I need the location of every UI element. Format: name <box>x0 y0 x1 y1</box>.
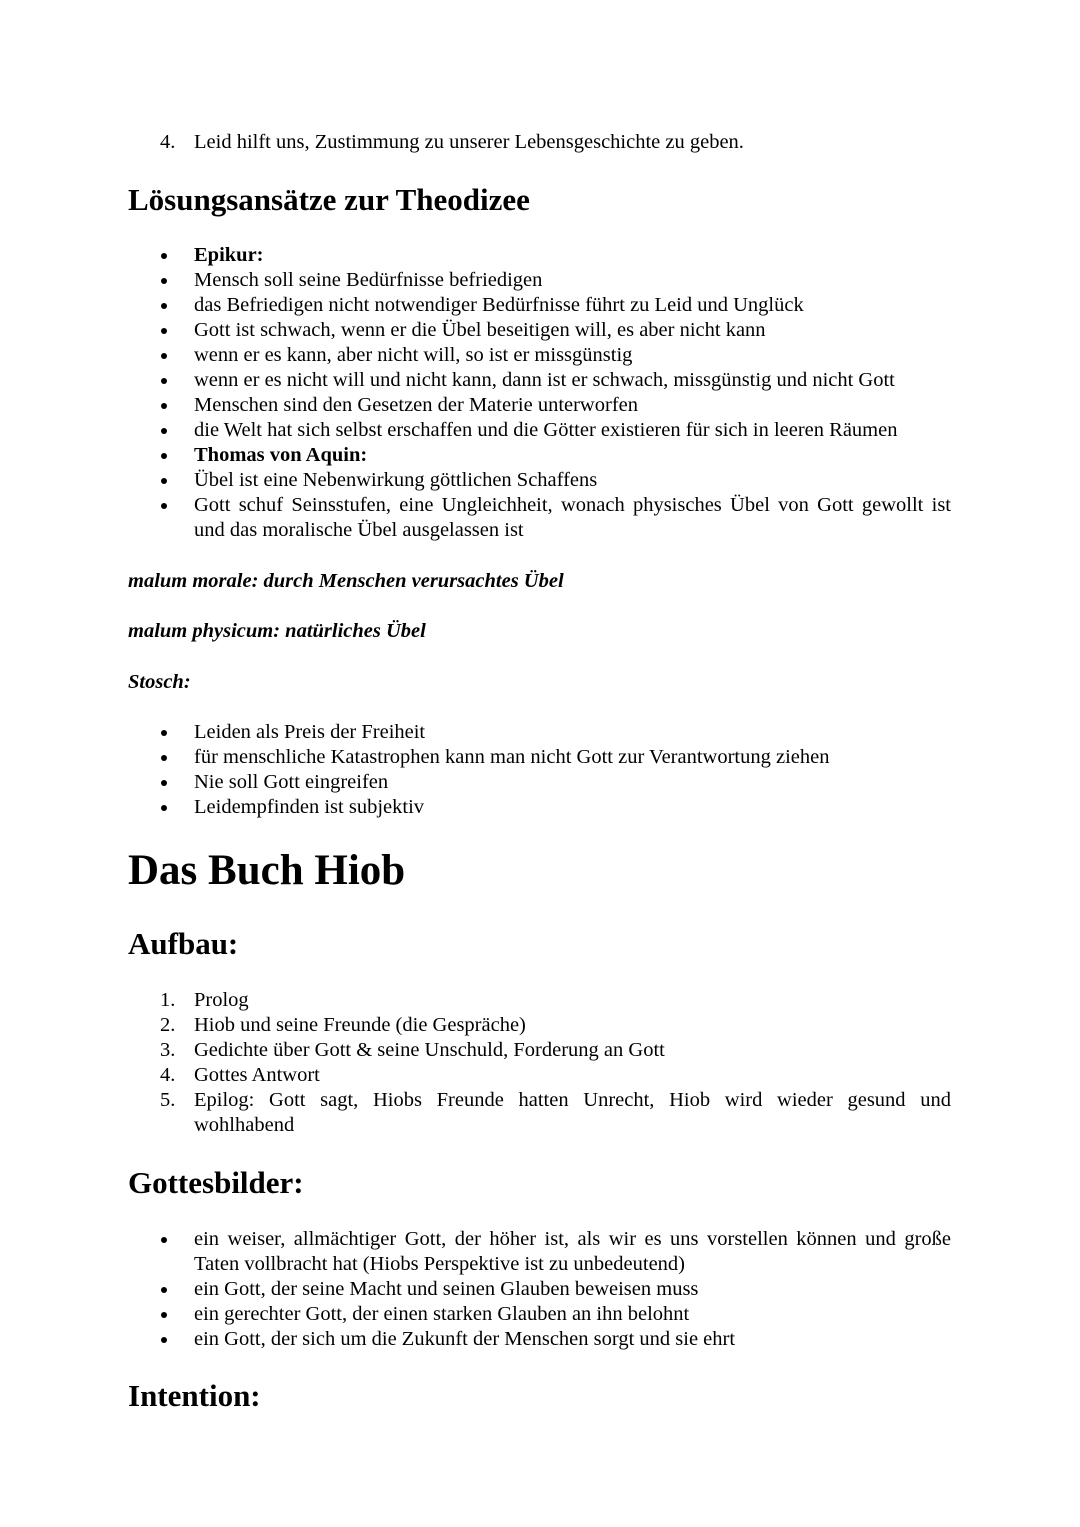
list-item-text: Thomas von Aquin: <box>194 444 368 466</box>
section-heading-intention: Intention: <box>128 1378 261 1413</box>
list-marker: 4. <box>160 1064 176 1086</box>
bullet-icon <box>161 780 167 786</box>
list-item <box>0 1088 1080 1138</box>
list-item-text: Gott ist schwach, wenn er die Übel beseitigen will, es aber nicht kann <box>194 319 766 341</box>
bullet-icon <box>161 453 167 459</box>
list-item-text: wenn er es kann, aber nicht will, so ist er missgünstig <box>194 344 633 366</box>
list-item <box>0 1302 1080 1327</box>
list-item-text: ein gerechter Gott, der einen starken Glauben an ihn belohnt <box>194 1303 690 1325</box>
list-item <box>0 468 1080 493</box>
bullet-icon <box>161 1337 167 1343</box>
list-item <box>0 770 1080 795</box>
chapter-heading-hiob: Das Buch Hiob <box>128 847 406 894</box>
bullet-icon <box>161 1312 167 1318</box>
list-item-text: Leidempfinden ist subjektiv <box>194 796 425 818</box>
list-marker: 1. <box>160 989 176 1011</box>
list-item <box>0 243 1080 268</box>
list-item <box>0 745 1080 770</box>
bullet-icon <box>161 278 167 284</box>
bullet-icon <box>161 1237 167 1243</box>
list-item-text: ein Gott, der seine Macht und seinen Glauben beweisen muss <box>194 1278 699 1300</box>
bullet-icon <box>161 303 167 309</box>
list-item <box>0 418 1080 443</box>
list-item <box>0 343 1080 368</box>
bullet-icon <box>161 403 167 409</box>
list-item-text: Gottes Antwort <box>194 1064 320 1086</box>
list-item <box>0 795 1080 820</box>
list-item-text: für menschliche Katastrophen kann man nicht Gott zur Verantwortung ziehen <box>194 746 830 768</box>
stosch-label: Stosch: <box>128 671 191 693</box>
list-item <box>0 1227 1080 1277</box>
list-marker: 4. <box>160 131 176 153</box>
gottesbilder-bullet-list <box>0 1227 1080 1352</box>
bullet-icon <box>161 503 167 509</box>
list-item-text: Gott schuf Seinsstufen, eine Ungleichheit, wonach physisches Übel von Gott gewollt ist und das moralische Übel ausgelassen ist <box>194 494 951 541</box>
list-item-text: Leid hilft uns, Zustimmung zu unserer Lebensgeschichte zu geben. <box>194 131 744 153</box>
list-item <box>0 318 1080 343</box>
bullet-icon <box>161 730 167 736</box>
list-item <box>0 1063 1080 1088</box>
list-item-text: Prolog <box>194 989 249 1011</box>
section-heading-aufbau: Aufbau: <box>128 926 239 961</box>
list-item-text: Epikur: <box>194 244 264 266</box>
definition-malum-physicum: malum physicum: natürliches Übel <box>128 620 426 642</box>
list-item <box>0 1038 1080 1063</box>
list-item-text: Mensch soll seine Bedürfnisse befriedigen <box>194 269 543 291</box>
list-item <box>0 268 1080 293</box>
list-item-text: das Befriedigen nicht notwendiger Bedürfnisse führt zu Leid und Unglück <box>194 294 804 316</box>
bullet-icon <box>161 378 167 384</box>
list-item-text: Leiden als Preis der Freiheit <box>194 721 426 743</box>
section-heading-theodizee: Lösungsansätze zur Theodizee <box>128 182 530 217</box>
list-item-text: Hiob und seine Freunde (die Gespräche) <box>194 1014 526 1036</box>
bullet-icon <box>161 1287 167 1293</box>
bullet-icon <box>161 253 167 259</box>
definition-malum-morale: malum morale: durch Menschen verursachtes Übel <box>128 570 564 592</box>
list-item-text: wenn er es nicht will und nicht kann, dann ist er schwach, missgünstig und nicht Gott <box>194 369 895 391</box>
list-marker: 2. <box>160 1014 176 1036</box>
top-numbered-list <box>0 130 1080 155</box>
theodizee-bullet-list <box>0 243 1080 543</box>
bullet-icon <box>161 755 167 761</box>
list-item-text: Übel ist eine Nebenwirkung göttlichen Schaffens <box>194 469 598 491</box>
list-item <box>0 1327 1080 1352</box>
list-item <box>0 368 1080 393</box>
section-heading-gottesbilder: Gottesbilder: <box>128 1165 304 1200</box>
list-item <box>0 493 1080 543</box>
list-item-text: ein weiser, allmächtiger Gott, der höher ist, als wir es uns vorstellen können und große Taten vollbracht hat (Hiobs Perspektive ist zu unbedeutend) <box>194 1228 951 1275</box>
list-item-text: die Welt hat sich selbst erschaffen und die Götter existieren für sich in leeren Räumen <box>194 419 898 441</box>
list-item <box>0 720 1080 745</box>
stosch-bullet-list <box>0 720 1080 820</box>
bullet-icon <box>161 478 167 484</box>
list-marker: 3. <box>160 1039 176 1061</box>
list-item <box>0 293 1080 318</box>
list-item <box>0 393 1080 418</box>
list-marker: 5. <box>160 1089 176 1111</box>
list-item-text: Epilog: Gott sagt, Hiobs Freunde hatten Unrecht, Hiob wird wieder gesund und wohlhabend <box>194 1089 951 1136</box>
list-item <box>0 130 1080 155</box>
bullet-icon <box>161 805 167 811</box>
list-item <box>0 443 1080 468</box>
aufbau-numbered-list <box>0 988 1080 1138</box>
list-item-text: ein Gott, der sich um die Zukunft der Menschen sorgt und sie ehrt <box>194 1328 736 1350</box>
bullet-icon <box>161 428 167 434</box>
list-item <box>0 1013 1080 1038</box>
list-item-text: Menschen sind den Gesetzen der Materie unterworfen <box>194 394 638 416</box>
bullet-icon <box>161 353 167 359</box>
list-item <box>0 1277 1080 1302</box>
list-item-text: Gedichte über Gott & seine Unschuld, Forderung an Gott <box>194 1039 665 1061</box>
list-item-text: Nie soll Gott eingreifen <box>194 771 389 793</box>
list-item <box>0 988 1080 1013</box>
bullet-icon <box>161 328 167 334</box>
